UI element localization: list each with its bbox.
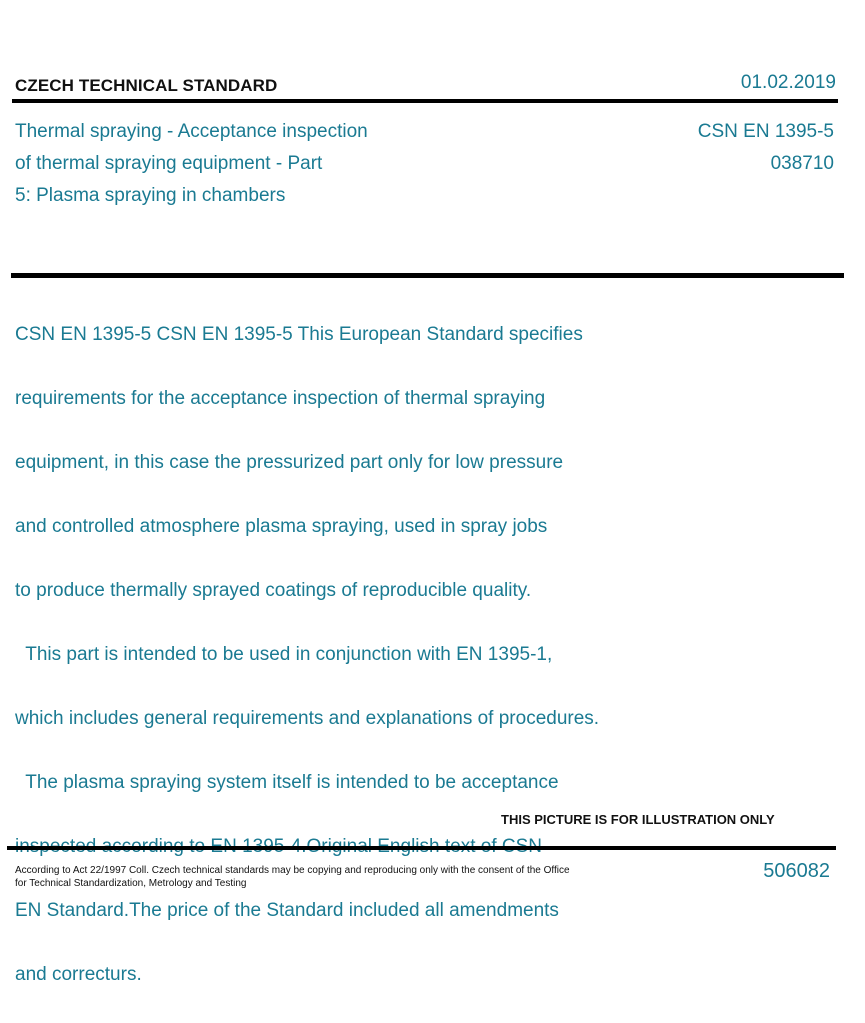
standard-title-line: Thermal spraying - Acceptance inspection	[15, 121, 368, 142]
abstract-line: EN Standard.The price of the Standard included all amendments	[15, 900, 559, 921]
abstract-line: and controlled atmosphere plasma spraying, used in spray jobs	[15, 516, 548, 537]
standard-abstract	[15, 287, 695, 1023]
standard-type-label: CZECH TECHNICAL STANDARD	[15, 76, 278, 95]
standard-title-line: 5: Plasma spraying in chambers	[15, 185, 286, 206]
standard-class-number: 038710	[770, 153, 834, 174]
standard-code	[698, 116, 834, 180]
legal-notice-line: According to Act 22/1997 Coll. Czech technical standards may be copying and reproducing only with the consent of the Office	[15, 865, 570, 876]
title-divider	[11, 273, 844, 278]
abstract-line: The plasma spraying system itself is intended to be acceptance	[15, 772, 559, 793]
standard-designation: CSN EN 1395-5	[697, 121, 834, 142]
publication-date: 01.02.2019	[740, 72, 836, 93]
abstract-line: equipment, in this case the pressurized part only for low pressure	[15, 452, 564, 473]
standard-title	[15, 116, 455, 212]
abstract-line: which includes general requirements and explanations of procedures.	[15, 708, 600, 729]
abstract-line: requirements for the acceptance inspection of thermal spraying	[15, 388, 546, 409]
legal-notice	[15, 864, 615, 890]
catalog-number: 506082	[763, 860, 830, 882]
header-divider	[12, 99, 838, 103]
illustration-note: THIS PICTURE IS FOR ILLUSTRATION ONLY	[501, 812, 775, 827]
footer-divider	[7, 846, 836, 850]
abstract-line: to produce thermally sprayed coatings of reproducible quality.	[15, 580, 532, 601]
legal-notice-line: for Technical Standardization, Metrology and Testing	[15, 878, 247, 889]
abstract-line: This part is intended to be used in conjunction with EN 1395-1,	[15, 644, 553, 665]
standard-title-line: of thermal spraying equipment - Part	[15, 153, 323, 174]
abstract-line: and correcturs.	[15, 964, 142, 985]
abstract-line: CSN EN 1395-5 CSN EN 1395-5 This European Standard specifies	[15, 324, 583, 345]
